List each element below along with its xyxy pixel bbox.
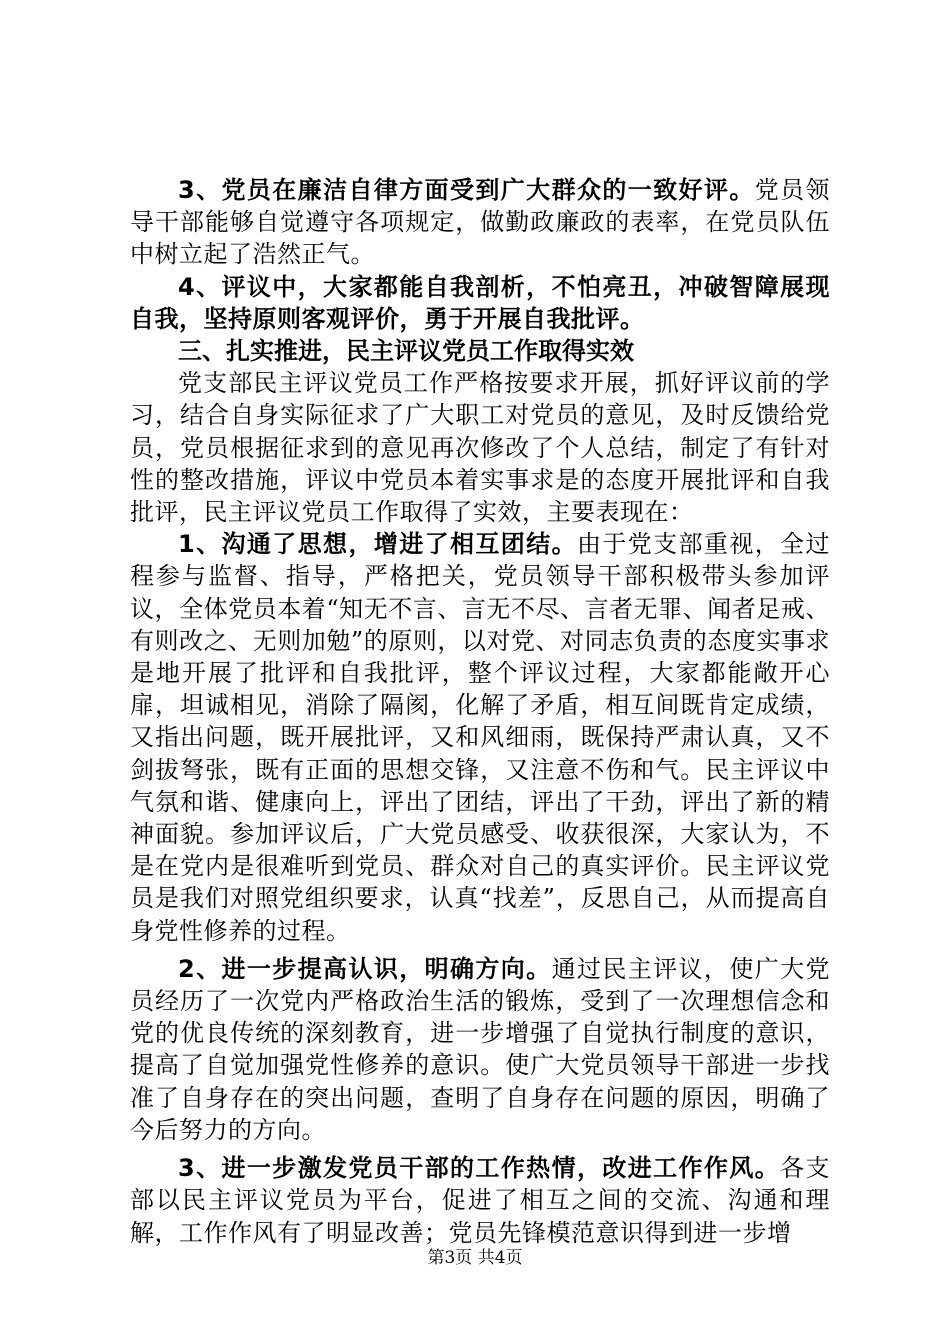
paragraph-lead: 3、进一步激发党员干部的工作热情，改进工作作风。 [178, 1154, 781, 1183]
section-heading: 三、扎实推进，民主评议党员工作取得实效 [178, 337, 634, 366]
document-body [130, 174, 830, 1249]
page-footer: 第3页 共4页 [427, 1248, 523, 1268]
section-intro-paragraph: 党支部民主评议党员工作严格按要求开展，抓好评议前的学习，结合自身实际征求了广大职工对党员的意见，及时反馈给党员，党员根据征求到的意见再次修改了个人总结，制定了有针对性的整改措施，评议中党员本着实事求是的态度开展批评和自我批评，民主评议党员工作取得了实效，主要表现在： [130, 369, 830, 527]
paragraph-lead: 3、党员在廉洁自律方面受到广大群众的一致好评。 [178, 176, 755, 204]
paragraph-point-4-self-criticism [130, 271, 830, 335]
paragraph-text: 党员领导干部能够自觉遵守各项规定，做勤政廉政的表率，在党员队伍中树立起了浩然正气。 [130, 176, 831, 269]
paragraph-result-3 [130, 1152, 830, 1249]
paragraph-point-3-integrity [130, 174, 830, 271]
paragraph-result-2 [130, 953, 830, 1146]
paragraph-lead: 4、评议中，大家都能自我剖析，不怕亮丑，冲破智障展现自我，坚持原则客观评价，勇于开展自我批评。 [130, 272, 830, 333]
paragraph-result-1 [130, 528, 830, 947]
paragraph-lead: 1、沟通了思想，增进了相互团结。 [178, 530, 577, 559]
paragraph-text: 由于党支部重视，全过程参与监督、指导，严格把关，党员领导干部积极带头参加评议，全体党员本着“知无不言、言无不尽、言者无罪、闻者足戒、有则改之、无则加勉”的原则，以对党、对同志负责的态度实事求是地开展了批评和自我批评，整个评议过程，大家都能敞开心扉，坦诚相见，消除了隔阂，化解了矛盾，相互间既肯定成绩，又指出问题，既开展批评，又和风细雨，既保持严肃认真，又不剑拔弩张，既有正面的思想交锋，又注意不伤和气。民主评议中气氛和谐、健康向上，评出了团结，评出了干劲，评出了新的精神面貌。参加评议后，广大党员感受、收获很深，大家认为，不是在党内是很难听到党员、群众对自己的真实评价。民主评议党员是我们对照党组织要求，认真“找差”，反思自己，从而提高自身党性修养的过程。 [130, 530, 830, 945]
paragraph-text: 通过民主评议，使广大党员经历了一次党内严格政治生活的锻炼，受到了一次理想信念和党的优良传统的深刻教育，进一步增强了自觉执行制度的意识，提高了自觉加强党性修养的意识。使广大党员领导干部进一步找准了自身存在的突出问题，查明了自身存在问题的原因，明确了今后努力的方向。 [130, 954, 830, 1144]
paragraph-lead: 2、进一步提高认识，明确方向。 [178, 954, 552, 983]
paragraph-text: 各支部以民主评议党员为平台，促进了相互之间的交流、沟通和理解，工作作风有了明显改善；党员先锋模范意识得到进一步增 [130, 1154, 831, 1247]
